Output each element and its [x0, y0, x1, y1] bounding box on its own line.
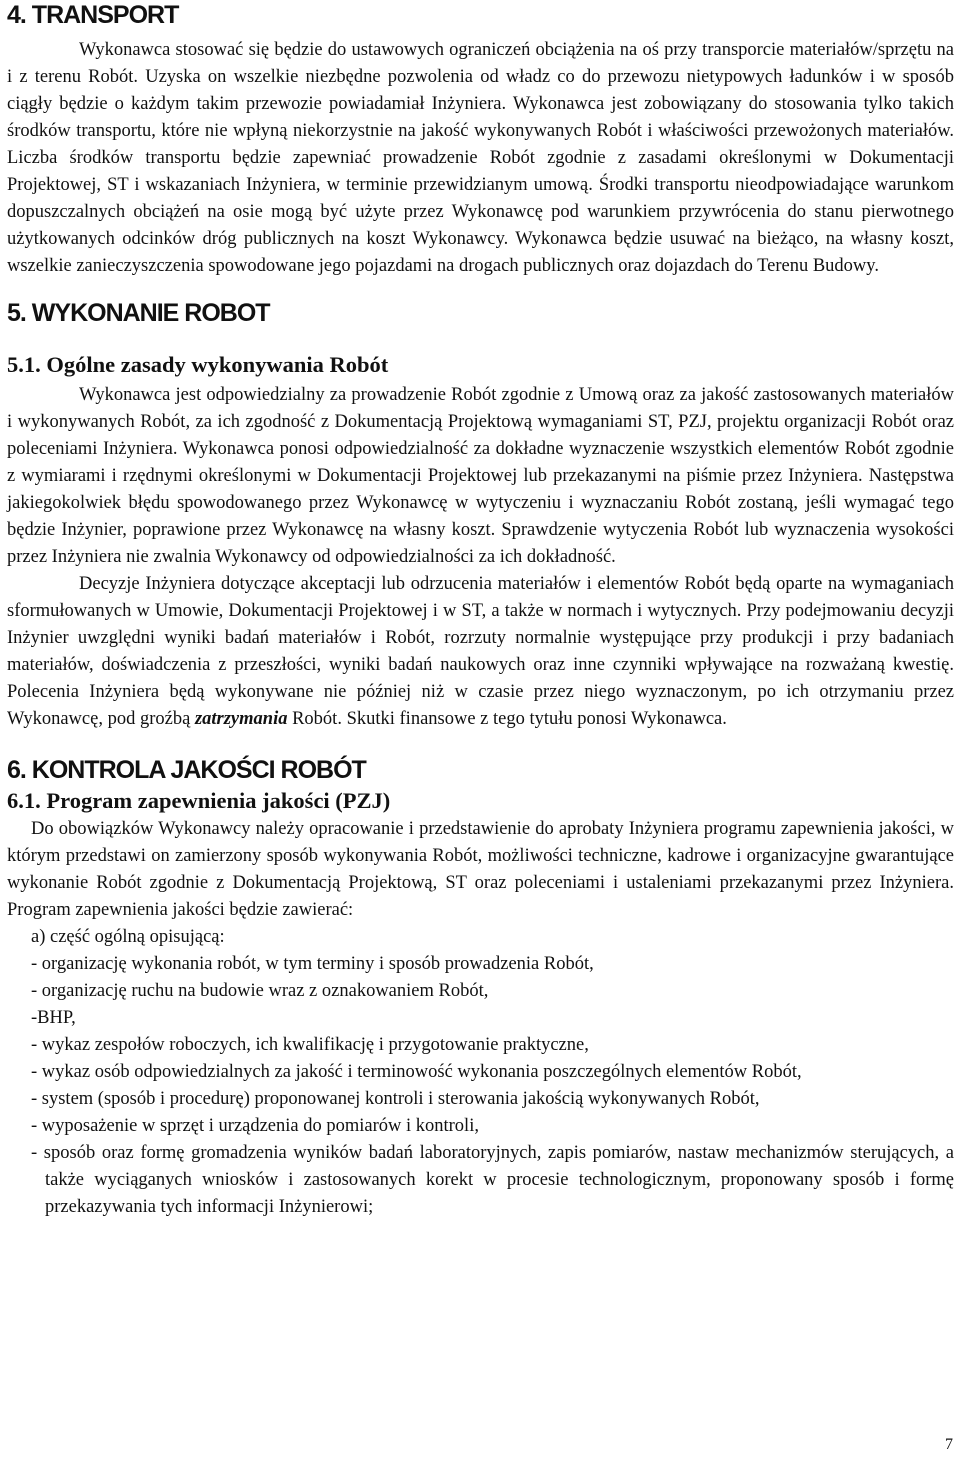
list-item: - organizację ruchu na budowie wraz z oznakowaniem Robót, — [31, 981, 489, 1001]
section-5-1-paragraph-2-end: Robót. Skutki finansowe z tego tytułu ponosi Wykonawca. — [287, 709, 727, 729]
list-item: - wyposażenie w sprzęt i urządzenia do pomiarów i kontroli, — [31, 1116, 479, 1136]
section-5-title: 5. WYKONANIE ROBOT — [7, 299, 270, 327]
list-item: - sposób oraz formę gromadzenia wyników badań laboratoryjnych, zapis pomiarów, nastaw mechanizmów sterujących, a także wyciąganych wniosków i zastosowanych korekt w procesie technologicznym, proponowany sposób i formę przekazywania tych informacji Inżynierowi; — [31, 1143, 954, 1217]
list-item: - organizację wykonania robót, w tym terminy i sposób prowadzenia Robót, — [31, 954, 594, 974]
list-item: - system (sposób i procedurę) proponowanej kontroli i sterowania jakością wykonywanych Robót, — [31, 1089, 760, 1109]
section-5-1-paragraph-1: Wykonawca jest odpowiedzialny za prowadzenie Robót zgodnie z Umową oraz za jakość zastosowanych materiałów i wykonywanych Robót, za ich zgodność z Dokumentacją Projektową wymaganiami ST, PZJ, projektu organizacji Robót oraz poleceniami Inżyniera. Wykonawca ponosi odpowiedzialność za dokładne wyznaczenie wszystkich elementów Robót zgodnie z wymiarami i rzędnymi określonymi w Dokumentacji Projektowej lub przekazanymi na piśmie przez Inżyniera. Następstwa jakiegokolwiek błędu spowodowanego przez Wykonawcę w wytyczeniu i wyznaczaniu Robót zostaną, jeśli wymagać tego będzie Inżynier, poprawione przez Wykonawcę na własny koszt. Sprawdzenie wytyczenia Robót lub wyznaczenia wysokości przez Inżyniera nie zwalnia Wykonawcy od odpowiedzialności za ich dokładność. — [7, 385, 954, 567]
list-item: - wykaz zespołów roboczych, ich kwalifikację i przygotowanie praktyczne, — [31, 1035, 589, 1055]
section-5-1-title: 5.1. Ogólne zasady wykonywania Robót — [7, 352, 389, 377]
list-intro: a) część ogólną opisującą: — [31, 927, 225, 947]
section-5-1-paragraph-2-start: Decyzje Inżyniera dotyczące akceptacji lub odrzucenia materiałów i elementów Robót będą oparte na wymaganiach sformułowanych w Umowie, Dokumentacji Projektowej i w ST, a także w normach i wytycznych. Przy podejmowaniu decyzji Inżynier uwzględni wyniki badań materiałów i Robót, rozrzuty normalnie występujące przy produkcji i przy badaniach materiałów, doświadczenia z przeszłości, wyniki badań naukowych oraz inne czynniki wpływające na rozważaną kwestię. Polecenia Inżyniera będą wykonywane nie później niż w czasie przez niego wyznaczonym, po ich otrzymaniu przez Wykonawcę, pod groźbą — [7, 574, 954, 729]
section-6-1-title: 6.1. Program zapewnienia jakości (PZJ) — [7, 788, 391, 813]
section-6-1-paragraph-1: Do obowiązków Wykonawcy należy opracowanie i przedstawienie do aprobaty Inżyniera programu zapewnienia jakości, w którym przedstawi on zamierzony sposób wykonywania Robót, możliwości techniczne, kadrowe i organizacyjne gwarantujące wykonanie Robót zgodnie z Dokumentacją Projektową, ST oraz poleceniami i ustaleniami przekazanymi przez Inżyniera. Program zapewnienia jakości będzie zawierać: — [7, 819, 954, 920]
page-number: 7 — [945, 1436, 953, 1453]
section-6-title: 6. KONTROLA JAKOŚCI ROBÓT — [7, 756, 366, 784]
section-4-paragraph-1: Wykonawca stosować się będzie do ustawowych ograniczeń obciążenia na oś przy transporcie materiałów/sprzętu na i z terenu Robót. Uzyska on wszelkie niezbędne pozwolenia od władz co do przewozu nietypowych ładunków i w sposób ciągły będzie o każdym takim przewozie powiadamiał Inżyniera. Wykonawca jest zobowiązany do stosowania tylko takich środków transportu, które nie wpłyną niekorzystnie na jakość wykonywanych Robót i właściwości przewożonych materiałów. Liczba środków transportu będzie zapewniać prowadzenie Robót zgodnie z zasadami określonymi w Dokumentacji Projektowej, ST i wskazaniach Inżyniera, w terminie przewidzianym umową. Środki transportu nieodpowiadające warunkom dopuszczalnych obciążeń na osie mogą być użyte przez Wykonawcę pod warunkiem przywrócenia do stanu pierwotnego użytkowanych odcinków dróg publicznych na koszt Wykonawcy. Wykonawca będzie usuwać na bieżąco, na własny koszt, wszelkie zanieczyszczenia spowodowane jego pojazdami na drogach publicznych oraz dojazdach do Terenu Budowy. — [7, 40, 954, 276]
emphasis-zatrzymania: zatrzymania — [194, 709, 288, 729]
section-5-1-paragraph-2 — [7, 571, 954, 733]
document-page — [7, 0, 954, 1221]
list-item: - wykaz osób odpowiedzialnych za jakość i terminowość wykonania poszczególnych elementów Robót, — [31, 1062, 802, 1082]
section-4-title: 4. TRANSPORT — [7, 1, 179, 29]
list-item: -BHP, — [31, 1008, 76, 1028]
pzj-content-list — [7, 924, 954, 1221]
